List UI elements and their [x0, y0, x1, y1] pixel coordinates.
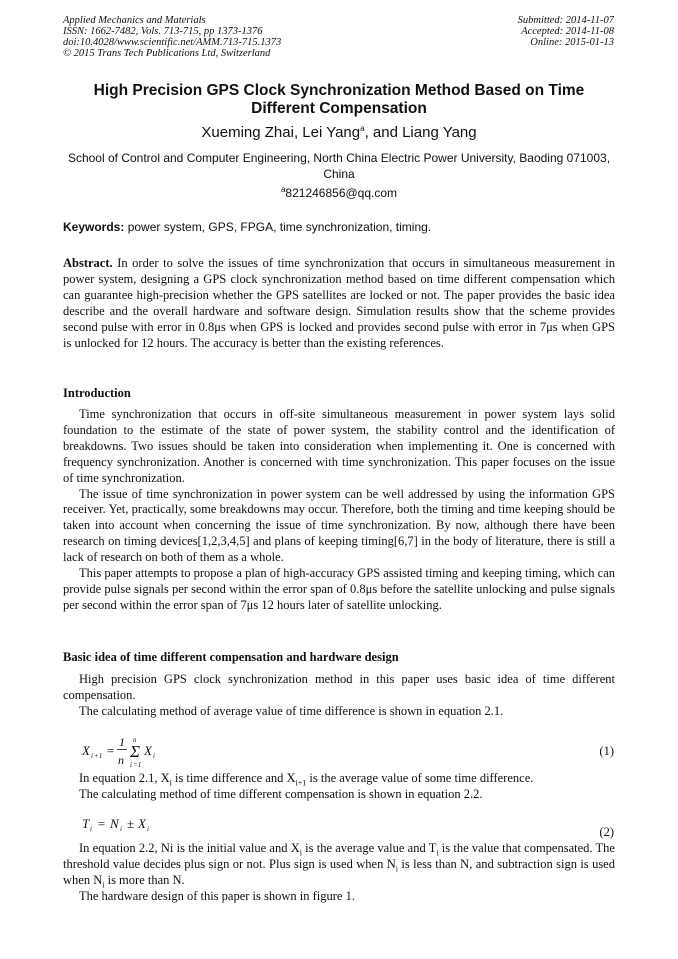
paper-title: High Precision GPS Clock Synchronization Method Based on Time Different Compensation	[93, 82, 585, 117]
svg-text:X: X	[82, 743, 90, 758]
keywords-text: power system, GPS, FPGA, time synchronization, timing.	[127, 220, 432, 234]
p5-sub-1: i	[299, 848, 302, 858]
p3-part-c: is the average value of some time difference.	[306, 771, 534, 785]
svg-text:=: =	[97, 816, 106, 831]
basic-idea-paragraph-3	[63, 771, 615, 787]
svg-text:X: X	[138, 816, 146, 831]
intro-paragraph-3: This paper attempts to propose a plan of high-accuracy GPS assisted timing and keeping timing, which can provide pulse signals per second within the error span of 0.8μs before the satellite unlocking and pulse signals per second within the error span of 7μs 12 hours later of satellite unlocking.	[63, 566, 615, 612]
basic-idea-body-3	[63, 841, 615, 905]
keywords-label: Keywords:	[63, 220, 125, 234]
authors-affil-sup: a	[360, 124, 365, 133]
equation-1-graphic	[80, 734, 190, 772]
p5-part-c: is the value that compensated. The threshold value decides plus sign or not. Plus sign is used when N	[63, 841, 615, 871]
intro-paragraph-1: Time synchronization that occurs in off-site simultaneous measurement in power system lays solid foundation to the estimate of the state of power system, the stability control and the identification of breakdowns. Two issues should be taken into consideration when implementing it. One is concerned with frequency synchronization. Another is concerned with time synchronization. This paper focuses on the issue of time synchronization.	[63, 407, 615, 485]
authors-part-1: Xueming Zhai, Lei Yang	[201, 124, 361, 141]
journal-copyright: © 2015 Trans Tech Publications Ltd, Switzerland	[63, 48, 271, 59]
p5-part-d: is less than N, and subtraction sign is used when N	[63, 856, 615, 887]
p3-sub-1: i	[169, 778, 172, 788]
basic-idea-paragraph-1: High precision GPS clock synchronization method in this paper uses basic idea of time different compensation.	[63, 672, 615, 702]
svg-text:n: n	[133, 736, 137, 744]
svg-text:i: i	[147, 825, 149, 833]
p5-sub-2: i	[436, 848, 439, 858]
svg-text:=1: =1	[133, 761, 142, 769]
equation-1	[80, 734, 190, 776]
equation-2-number: (2)	[599, 825, 614, 839]
svg-text:T: T	[82, 816, 90, 831]
svg-text:n: n	[118, 753, 124, 767]
basic-idea-paragraph-4: The calculating method of time different compensation is shown in equation 2.2.	[79, 786, 483, 801]
affiliation: School of Control and Computer Engineering, North China Electric Power University, Baoding 071003, China	[67, 151, 611, 181]
keywords	[63, 220, 615, 234]
svg-text:±: ±	[127, 816, 135, 831]
abstract-label: Abstract.	[63, 256, 113, 270]
p5-sub-4: i	[102, 880, 105, 890]
introduction-body	[63, 407, 615, 614]
p5-part-e: is more than N.	[104, 872, 185, 887]
p3-part-b: is time difference and X	[171, 771, 296, 785]
author-list	[63, 124, 615, 142]
basic-idea-body-2	[63, 771, 615, 803]
online-date: Online: 2015-01-13	[530, 37, 614, 48]
equation-2	[80, 814, 170, 840]
p5-part-b: is the average value and T	[301, 841, 437, 855]
svg-text:X: X	[144, 743, 152, 758]
svg-text:i: i	[91, 752, 93, 760]
author-email	[63, 186, 615, 200]
svg-text:Σ: Σ	[130, 742, 141, 761]
svg-text:1: 1	[119, 735, 125, 749]
svg-text:i: i	[90, 825, 92, 833]
p3-part-a: In equation 2.1, X	[79, 771, 170, 785]
equation-1-number: (1)	[599, 744, 614, 758]
p5-sub-3: i	[395, 864, 398, 874]
svg-text:i: i	[120, 825, 122, 833]
svg-text:+1: +1	[94, 752, 103, 760]
journal-name: Applied Mechanics and Materials	[63, 15, 206, 26]
basic-idea-heading: Basic idea of time different compensation and hardware design	[63, 650, 399, 664]
basic-idea-paragraph-2: The calculating method of average value of time difference is shown in equation 2.1.	[79, 703, 504, 718]
svg-text:i: i	[130, 761, 132, 769]
equation-2-graphic	[80, 814, 170, 836]
svg-text:=: =	[106, 743, 115, 758]
intro-paragraph-2: The issue of time synchronization in power system can be well addressed by using the information GPS receiver. Yet, practically, some breakdowns may occur. Therefore, both the timing and time keeping should be taken into account when concerning the issue of time synchronization. By now, although there have been research on timing devices[1,2,3,4,5] and plans of keeping timing[6,7] in the body of literature, there is still a lack of research on both of them as a whole.	[63, 486, 615, 565]
journal-header-left	[63, 15, 281, 59]
journal-header-right	[518, 15, 614, 48]
accepted-date: Accepted: 2014-11-08	[521, 26, 614, 37]
p5-part-a: In equation 2.2, Ni is the initial value and X	[79, 841, 300, 855]
basic-idea-paragraph-6: The hardware design of this paper is shown in figure 1.	[79, 888, 355, 903]
abstract-text: In order to solve the issues of time synchronization that occurs in simultaneous measurement in power system, designing a GPS clock synchronization method based on time different compensation which can guarantee high-precision whether the GPS satellites are locked or not. The paper provides the basic idea describe and the overall hardware and software design. Simulation results show that the scheme provides second pulse with error in 0.8μs when GPS is locked and provides second pulse with error in 7μs when GPS is unlocked for 12 hours. The accuracy is better than the existing references.	[63, 256, 615, 350]
email-address: 821246856@qq.com	[285, 186, 398, 200]
svg-text:N: N	[110, 816, 119, 831]
svg-text:i: i	[153, 752, 155, 760]
basic-idea-body-1	[63, 672, 615, 720]
p3-sub-2: i+1	[295, 778, 307, 788]
submitted-date: Submitted: 2014-11-07	[517, 15, 614, 26]
basic-idea-paragraph-5	[63, 841, 615, 889]
journal-issn: ISSN: 1662-7482, Vols. 713-715, pp 1373-1376	[63, 26, 263, 37]
authors-part-2: , and Liang Yang	[364, 124, 477, 141]
email-sup: a	[280, 185, 286, 194]
journal-doi: doi:10.4028/www.scientific.net/AMM.713-715.1373	[63, 37, 282, 48]
abstract	[63, 255, 615, 351]
introduction-heading: Introduction	[63, 386, 131, 400]
